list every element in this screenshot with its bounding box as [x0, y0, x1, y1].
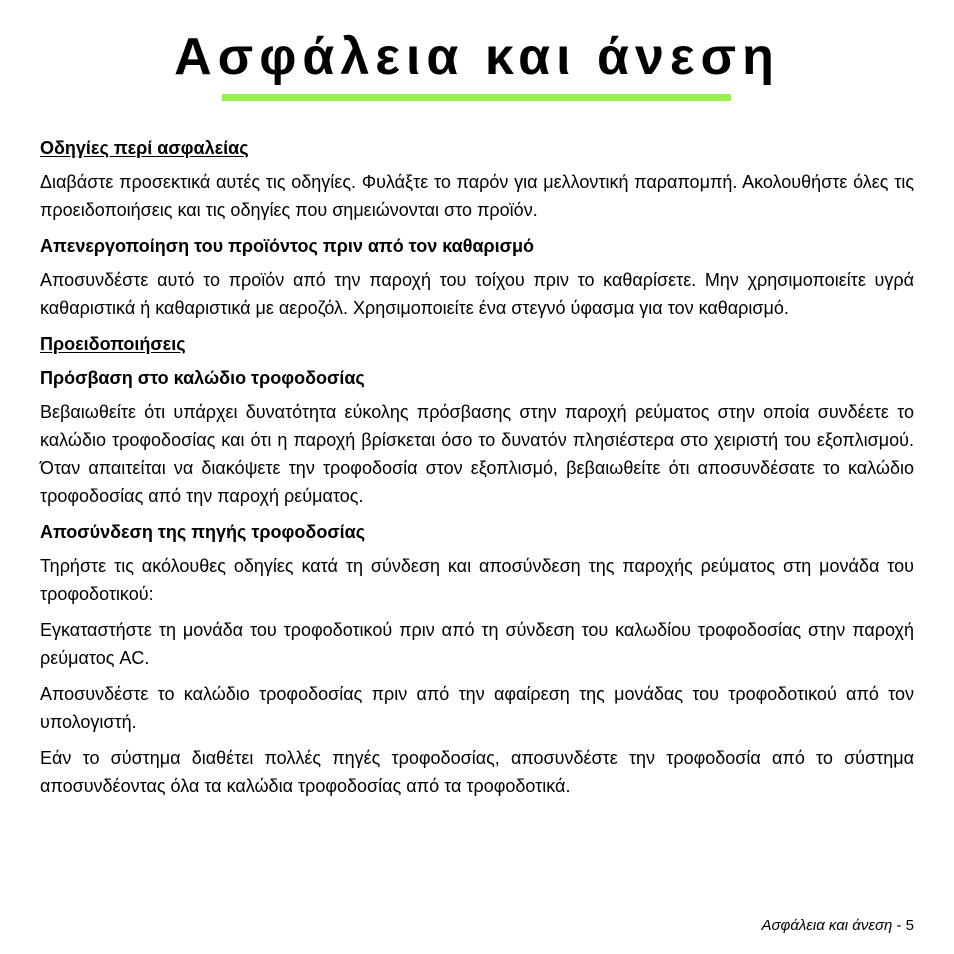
power-disconnect-step-unplug: Αποσυνδέστε το καλώδιο τροφοδοσίας πριν από την αφαίρεση της μονάδας του τροφοδοτικού από τον υπολογιστή. [40, 684, 914, 732]
footer-section-title: Ασφάλεια και άνεση [761, 917, 893, 934]
cleaning-text: Αποσυνδέστε αυτό το προϊόν από την παροχή του τοίχου πριν το καθαρίσετε. Μην χρησιμοποιείτε υγρά καθαριστικά ή καθαριστικά με αεροζόλ. Χρησιμοποιείτε ένα στεγνό ύφασμα για τον καθαρισμό. [40, 270, 914, 318]
power-cord-access-text: Βεβαιωθείτε ότι υπάρχει δυνατότητα εύκολης πρόσβασης στην παροχή ρεύματος στην οποία συνδέετε το καλώδιο τροφοδοσίας και ότι η παροχή βρίσκεται όσο το δυνατόν πλησιέστερα στο χειριστή του εξοπλισμού. Όταν απαιτείται να διακόψετε την τροφοδοσία στον εξοπλισμό, βεβαιωθείτε ότι αποσυνδέσατε το καλώδιο τροφοδοσίας από την παροχή ρεύματος. [40, 402, 914, 506]
safety-instructions-heading: Οδηγίες περί ασφαλείας [40, 138, 249, 158]
power-disconnect-step-install: Εγκαταστήστε τη μονάδα του τροφοδοτικού πριν από τη σύνδεση του καλωδίου τροφοδοσίας στην παροχή ρεύματος AC. [40, 620, 914, 668]
power-disconnect-step-multiple: Εάν το σύστημα διαθέτει πολλές πηγές τροφοδοσίας, αποσυνδέστε την τροφοδοσία από το σύστημα αποσυνδέοντας όλα τα καλώδια τροφοδοσίας από τα τροφοδοτικά. [40, 748, 914, 796]
warnings-heading: Προειδοποιήσεις [40, 334, 186, 354]
safety-instructions-text: Διαβάστε προσεκτικά αυτές τις οδηγίες. Φυλάξτε το παρόν για μελλοντική παραπομπή. Ακολουθήστε όλες τις προειδοποιήσεις και τις οδηγίες που σημειώνονται στο προϊόν. [40, 172, 914, 220]
title-underline-bar [222, 94, 731, 101]
document-body [40, 134, 914, 808]
page-title: Ασφάλεια και άνεση [174, 28, 780, 86]
power-disconnect-heading: Αποσύνδεση της πηγής τροφοδοσίας [40, 522, 366, 542]
power-disconnect-intro: Τηρήστε τις ακόλουθες οδηγίες κατά τη σύνδεση και αποσύνδεση της παροχής ρεύματος στη μονάδα του τροφοδοτικού: [40, 556, 914, 604]
page-footer [762, 916, 915, 936]
power-cord-access-heading: Πρόσβαση στο καλώδιο τροφοδοσίας [40, 368, 365, 388]
footer-separator: - [892, 917, 906, 934]
footer-page-number: 5 [905, 917, 914, 934]
cleaning-heading: Απενεργοποίηση του προϊόντος πριν από τον καθαρισμό [40, 236, 534, 256]
